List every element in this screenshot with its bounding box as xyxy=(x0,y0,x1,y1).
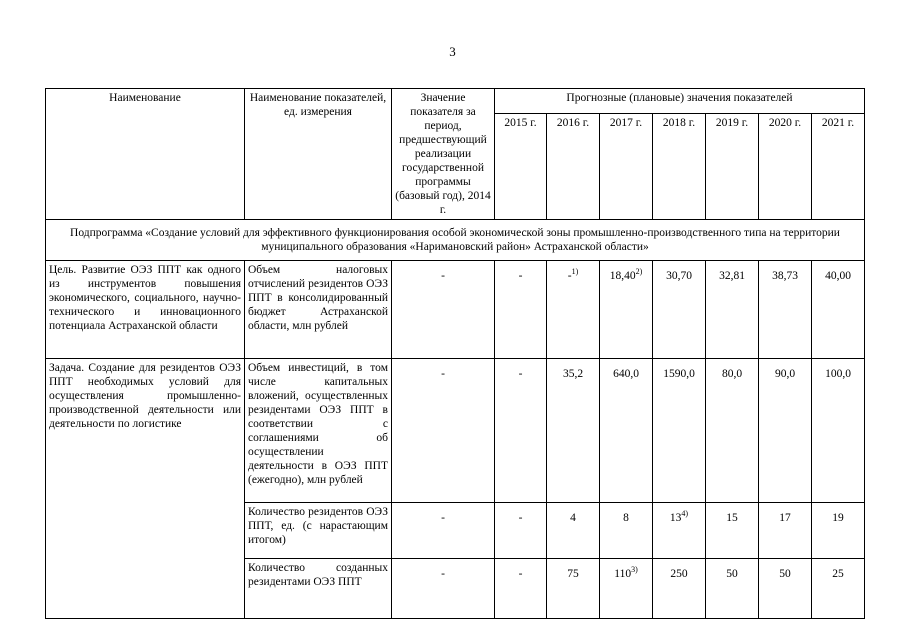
value-cell: 18,40$^{2)}$ xyxy=(600,261,653,359)
value-cell: 4 xyxy=(547,503,600,559)
value-cell: 80,0 xyxy=(706,359,759,503)
value-cell: 1590,0 xyxy=(653,359,706,503)
header-year: 2018 г. xyxy=(653,114,706,220)
goal-base: - xyxy=(392,261,495,359)
header-year: 2020 г. xyxy=(759,114,812,220)
value-cell: - xyxy=(495,559,547,619)
page-number: 3 xyxy=(449,44,456,59)
value-cell: 50 xyxy=(759,559,812,619)
task-base: - xyxy=(392,359,495,503)
value-cell: 35,2 xyxy=(547,359,600,503)
value-cell: 110$^{3)}$ xyxy=(600,559,653,619)
value-cell: 15 xyxy=(706,503,759,559)
value-cell: -$^{1)}$ xyxy=(547,261,600,359)
value-cell: - xyxy=(495,503,547,559)
task-name: Задача. Создание для резидентов ОЭЗ ППТ необходимых условий для осуществления промышленно-производственной деятельности или деятельности по логистике xyxy=(46,359,245,619)
header-base-value: Значение показателя за период, предшествующий реализации государственной программы (базовый год), 2014 г. xyxy=(392,89,495,220)
value-cell: - xyxy=(495,261,547,359)
header-indicator: Наименование показателей, ед. измерения xyxy=(245,89,392,220)
value-cell: 90,0 xyxy=(759,359,812,503)
goal-indicator: Объем налоговых отчислений резидентов ОЭЗ ППТ в консолидированный бюджет Астраханской области, млн рублей xyxy=(245,261,392,359)
table-row xyxy=(46,261,865,359)
task-indicator: Количество созданных резидентами ОЭЗ ППТ xyxy=(245,559,392,619)
value-cell: 38,73 xyxy=(759,261,812,359)
subprogram-title: Подпрограмма «Создание условий для эффективного функционирования особой экономической зоны промышленно-производственного типа на территории муниципального образования «Наримановский район» Астраханской области» xyxy=(46,220,865,261)
value-cell: 640,0 xyxy=(600,359,653,503)
value-cell: 8 xyxy=(600,503,653,559)
value-cell: 30,70 xyxy=(653,261,706,359)
value-cell: 40,00 xyxy=(812,261,865,359)
value-cell: 19 xyxy=(812,503,865,559)
value-cell: 32,81 xyxy=(706,261,759,359)
header-year: 2021 г. xyxy=(812,114,865,220)
header-forecast: Прогнозные (плановые) значения показателей xyxy=(495,89,865,114)
task-base: - xyxy=(392,503,495,559)
value-cell: 100,0 xyxy=(812,359,865,503)
value-cell: 250 xyxy=(653,559,706,619)
goal-name: Цель. Развитие ОЭЗ ППТ как одного из инструментов повышения экономического, социального, научно-технического и инновационного потенциала Астраханской области xyxy=(46,261,245,359)
header-year: 2019 г. xyxy=(706,114,759,220)
task-indicator: Объем инвестиций, в том числе капитальных вложений, осуществленных резидентами ОЭЗ ППТ в соответствии с соглашениями об осуществлении деятельности в ОЭЗ ППТ (ежегодно), млн рублей xyxy=(245,359,392,503)
indicators-table xyxy=(45,88,865,619)
task-indicator: Количество резидентов ОЭЗ ППТ, ед. (с нарастающим итогом) xyxy=(245,503,392,559)
value-cell: 13$^{4)}$ xyxy=(653,503,706,559)
task-base: - xyxy=(392,559,495,619)
table-row xyxy=(46,359,865,503)
value-cell: 17 xyxy=(759,503,812,559)
header-name: Наименование xyxy=(46,89,245,220)
value-cell: 75 xyxy=(547,559,600,619)
value-cell: - xyxy=(495,359,547,503)
value-cell: 25 xyxy=(812,559,865,619)
header-year: 2016 г. xyxy=(547,114,600,220)
header-year: 2015 г. xyxy=(495,114,547,220)
header-year: 2017 г. xyxy=(600,114,653,220)
value-cell: 50 xyxy=(706,559,759,619)
